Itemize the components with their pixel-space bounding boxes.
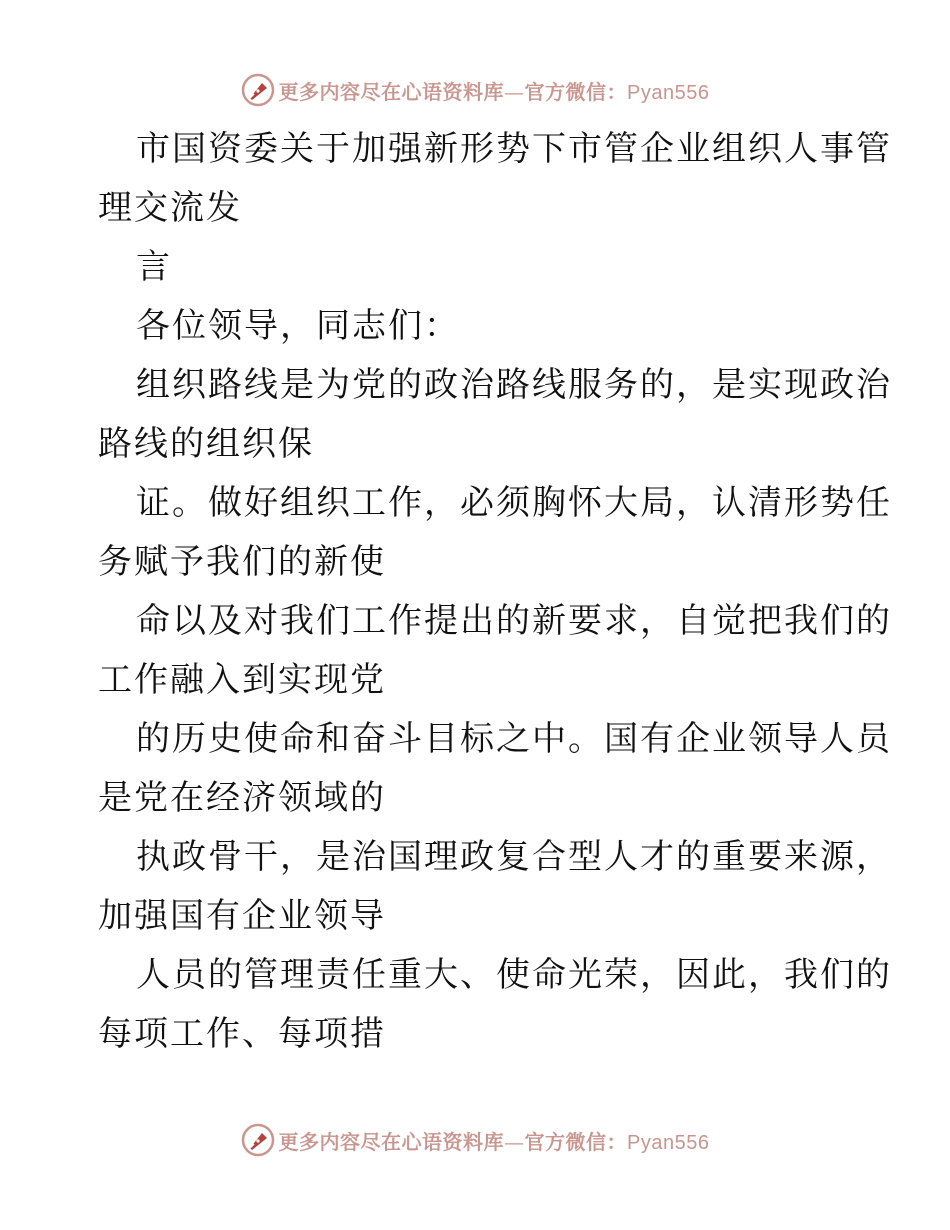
watermark-separator: — bbox=[504, 1129, 525, 1154]
watermark-wechat-id: Pyan556 bbox=[627, 81, 710, 104]
paragraph-line: 组织路线是为党的政治路线服务的，是实现政治 bbox=[136, 365, 892, 405]
watermark-wechat-label: 官方微信： bbox=[524, 1129, 628, 1154]
watermark-text bbox=[279, 1126, 710, 1155]
paragraph-line: 证。做好组织工作，必须胸怀大局，认清形势任 bbox=[136, 483, 892, 523]
paragraph-line: 每项工作、每项措 bbox=[98, 1014, 386, 1054]
watermark-brand: 更多内容尽在心语资料库 bbox=[278, 1129, 505, 1154]
paragraph-line: 务赋予我们的新使 bbox=[98, 542, 386, 582]
footer-watermark bbox=[0, 1120, 950, 1160]
watermark-wechat-label: 官方微信： bbox=[524, 79, 628, 104]
watermark-wechat-id: Pyan556 bbox=[627, 1131, 710, 1154]
paragraph-line: 人员的管理责任重大、使命光荣，因此，我们的 bbox=[136, 955, 892, 995]
paragraph-line: 执政骨干，是治国理政复合型人才的重要来源， bbox=[136, 837, 892, 877]
document-title-line-1: 市国资委关于加强新形势下市管企业组织人事管 bbox=[136, 129, 892, 169]
fountain-pen-nib-icon bbox=[241, 1123, 275, 1157]
paragraph-line: 的历史使命和奋斗目标之中。国有企业领导人员 bbox=[136, 719, 892, 759]
watermark-brand: 更多内容尽在心语资料库 bbox=[278, 79, 505, 104]
document-body bbox=[98, 120, 892, 1064]
paragraph-line: 是党在经济领域的 bbox=[98, 778, 386, 818]
fountain-pen-nib-icon bbox=[241, 73, 275, 107]
paragraph-line: 命以及对我们工作提出的新要求，自觉把我们的 bbox=[136, 601, 892, 641]
watermark-separator: — bbox=[504, 79, 525, 104]
paragraph-line: 工作融入到实现党 bbox=[98, 660, 386, 700]
paragraph-line: 路线的组织保 bbox=[98, 424, 314, 464]
paragraph-line: 加强国有企业领导 bbox=[98, 896, 386, 936]
watermark-text bbox=[279, 76, 710, 105]
salutation-line: 各位领导，同志们： bbox=[136, 306, 460, 346]
header-watermark bbox=[0, 70, 950, 110]
document-title-line-2: 理交流发 bbox=[98, 188, 242, 228]
document-title-line-3: 言 bbox=[136, 247, 172, 287]
